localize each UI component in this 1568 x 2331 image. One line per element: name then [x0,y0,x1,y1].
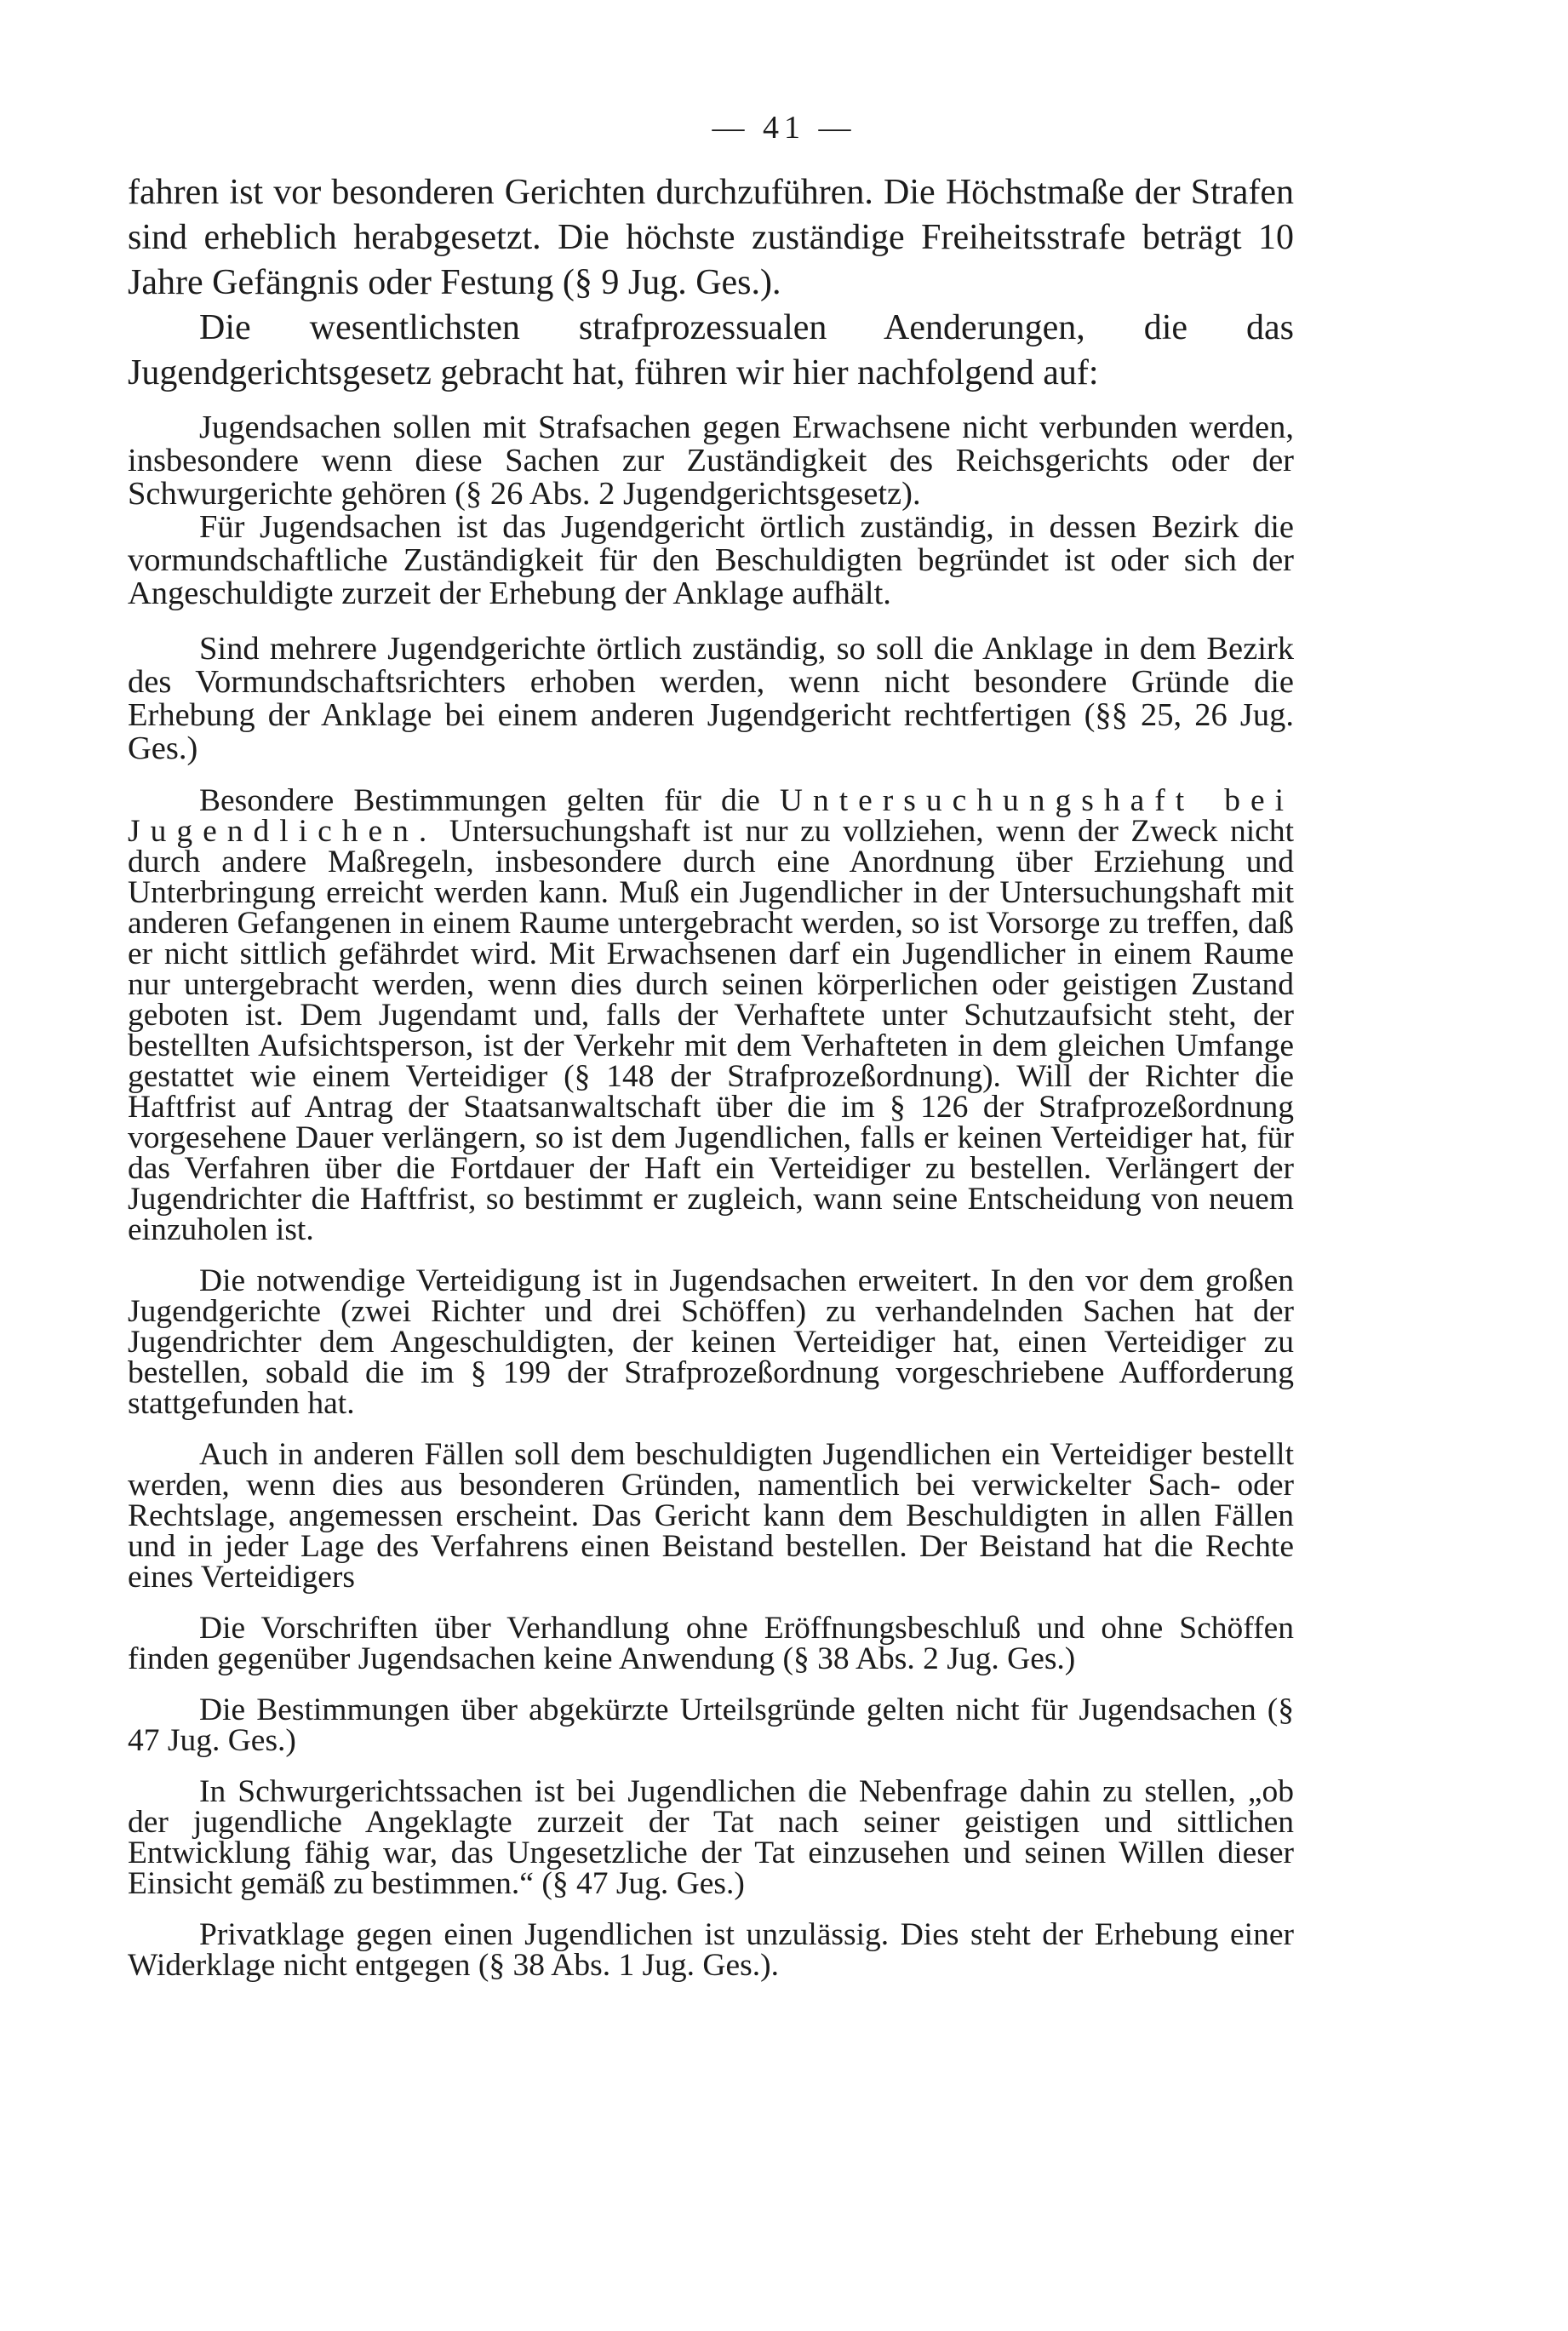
paragraph: Privatklage gegen einen Jugendlichen ist unzulässig. Dies steht der Erhebung einer Widerklage nicht entgegen (§ 38 Abs. 1 Jug. Ges.). [128,1917,1294,1983]
paragraph-text: Untersuchungshaft ist nur zu vollziehen, wenn der Zweck nicht durch andere Maßregeln, insbesondere durch eine Anordnung über Erziehung und Unterbringung erreicht werden kann. Muß ein Jugendlicher in der Untersuchungshaft mit anderen Gefangenen in einem Raume untergebracht werden, so ist Vorsorge zu treffen, daß er nicht sittlich gefährdet wird. Mit Erwachsenen darf ein Jugendlicher in einem Raume nur untergebracht werden, wenn dies durch seinen körperlichen oder geistigen Zustand geboten ist. Dem Jugendamt und, falls der Verhaftete unter Schutzaufsicht steht, der bestellten Aufsichtsperson, ist der Verkehr mit dem Verhafteten in dem gleichen Umfange gestattet wie einem Verteidiger (§ 148 der Strafprozeßordnung). Will der Richter die Haftfrist auf Antrag der Staatsanwaltschaft über die im § 126 der Strafprozeßordnung vorgesehene Dauer verlängern, so ist dem Jugendlichen, falls er keinen Verteidiger hat, für das Verfahren über die Fortdauer der Haft ein Verteidiger zu bestellen. Verlängert der Jugendrichter die Haftfrist, so bestimmt er zugleich, wann seine Entscheidung von neuem einzuholen ist. [128,814,1294,1247]
paragraph: In Schwurgerichtssachen ist bei Jugendlichen die Nebenfrage dahin zu stellen, „ob der jugendliche Angeklagte zurzeit der Tat nach seiner geistigen und sittlichen Entwicklung fähig war, das Ungesetzliche der Tat einzusehen und seinen Willen dieser Einsicht gemäß zu bestimmen.“ (§ 47 Jug. Ges.) [128,1774,1294,1901]
paragraph: Auch in anderen Fällen soll dem beschuldigten Jugendlichen ein Verteidiger bestellt werden, wenn dies aus besonderen Gründen, namentlich bei verwickelter Sach- oder Rechtslage, angemessen erscheint. Das Gericht kann dem Beschuldigten in allen Fällen und in jeder Lage des Verfahrens einen Beistand bestellen. Der Beistand hat die Rechte eines Verteidigers [128,1437,1294,1595]
spaced-emphasis: Untersuchungshaft bei Jugendlichen. [128,783,1295,849]
paragraph: Die Vorschriften über Verhandlung ohne Eröffnungsbeschluß und ohne Schöffen finden gegenüber Jugendsachen keine Anwendung (§ 38 Abs. 2 Jug. Ges.) [128,1611,1294,1676]
paragraph: fahren ist vor besonderen Gerichten durchzuführen. Die Höchstmaße der Strafen sind erheblich herabgesetzt. Die höchste zuständige Freiheitsstrafe beträgt 10 Jahre Gefängnis oder Festung (§ 9 Jug. Ges.). [128,173,1294,302]
paragraph-untersuchungshaft [128,783,1295,1247]
page-number: — 41 — [712,110,856,146]
paragraph-text: Besondere Bestimmungen gelten für die [199,783,780,818]
paragraph: Die Bestimmungen über abgekürzte Urteilsgründe gelten nicht für Jugendsachen (§ 47 Jug. Ges.) [128,1692,1294,1758]
body-text [128,170,1294,1981]
paragraph: Die wesentlichsten strafprozessualen Aenderungen, die das Jugendgerichtsgesetz gebracht hat, führen wir hier nachfolgend auf: [128,308,1294,392]
paragraph: Die notwendige Verteidigung ist in Jugendsachen erweitert. In den vor dem großen Jugendgerichte (zwei Richter und drei Schöffen) zu verhandelnden Sachen hat der Jugendrichter dem Angeschuldigten, der keinen Verteidiger hat, einen Verteidiger zu bestellen, sobald die im § 199 der Strafprozeßordnung vorgeschriebene Aufforderung stattgefunden hat. [128,1263,1294,1421]
paragraph: Für Jugendsachen ist das Jugendgericht örtlich zuständig, in dessen Bezirk die vormundschaftliche Zuständigkeit für den Beschuldigten begründet ist oder sich der Angeschuldigte zurzeit der Erhebung der Anklage aufhält. [128,509,1294,611]
paragraph: Sind mehrere Jugendgerichte örtlich zuständig, so soll die Anklage in dem Bezirk des Vormundschaftsrichters erhoben werden, wenn nicht besondere Gründe die Erhebung der Anklage bei einem anderen Jugendgericht rechtfertigen (§§ 25, 26 Jug. Ges.) [128,631,1294,766]
paragraph: Jugendsachen sollen mit Strafsachen gegen Erwachsene nicht verbunden werden, insbesondere wenn diese Sachen zur Zuständigkeit des Reichsgerichts oder der Schwurgerichte gehören (§ 26 Abs. 2 Jugendgerichtsgesetz). [128,410,1294,512]
